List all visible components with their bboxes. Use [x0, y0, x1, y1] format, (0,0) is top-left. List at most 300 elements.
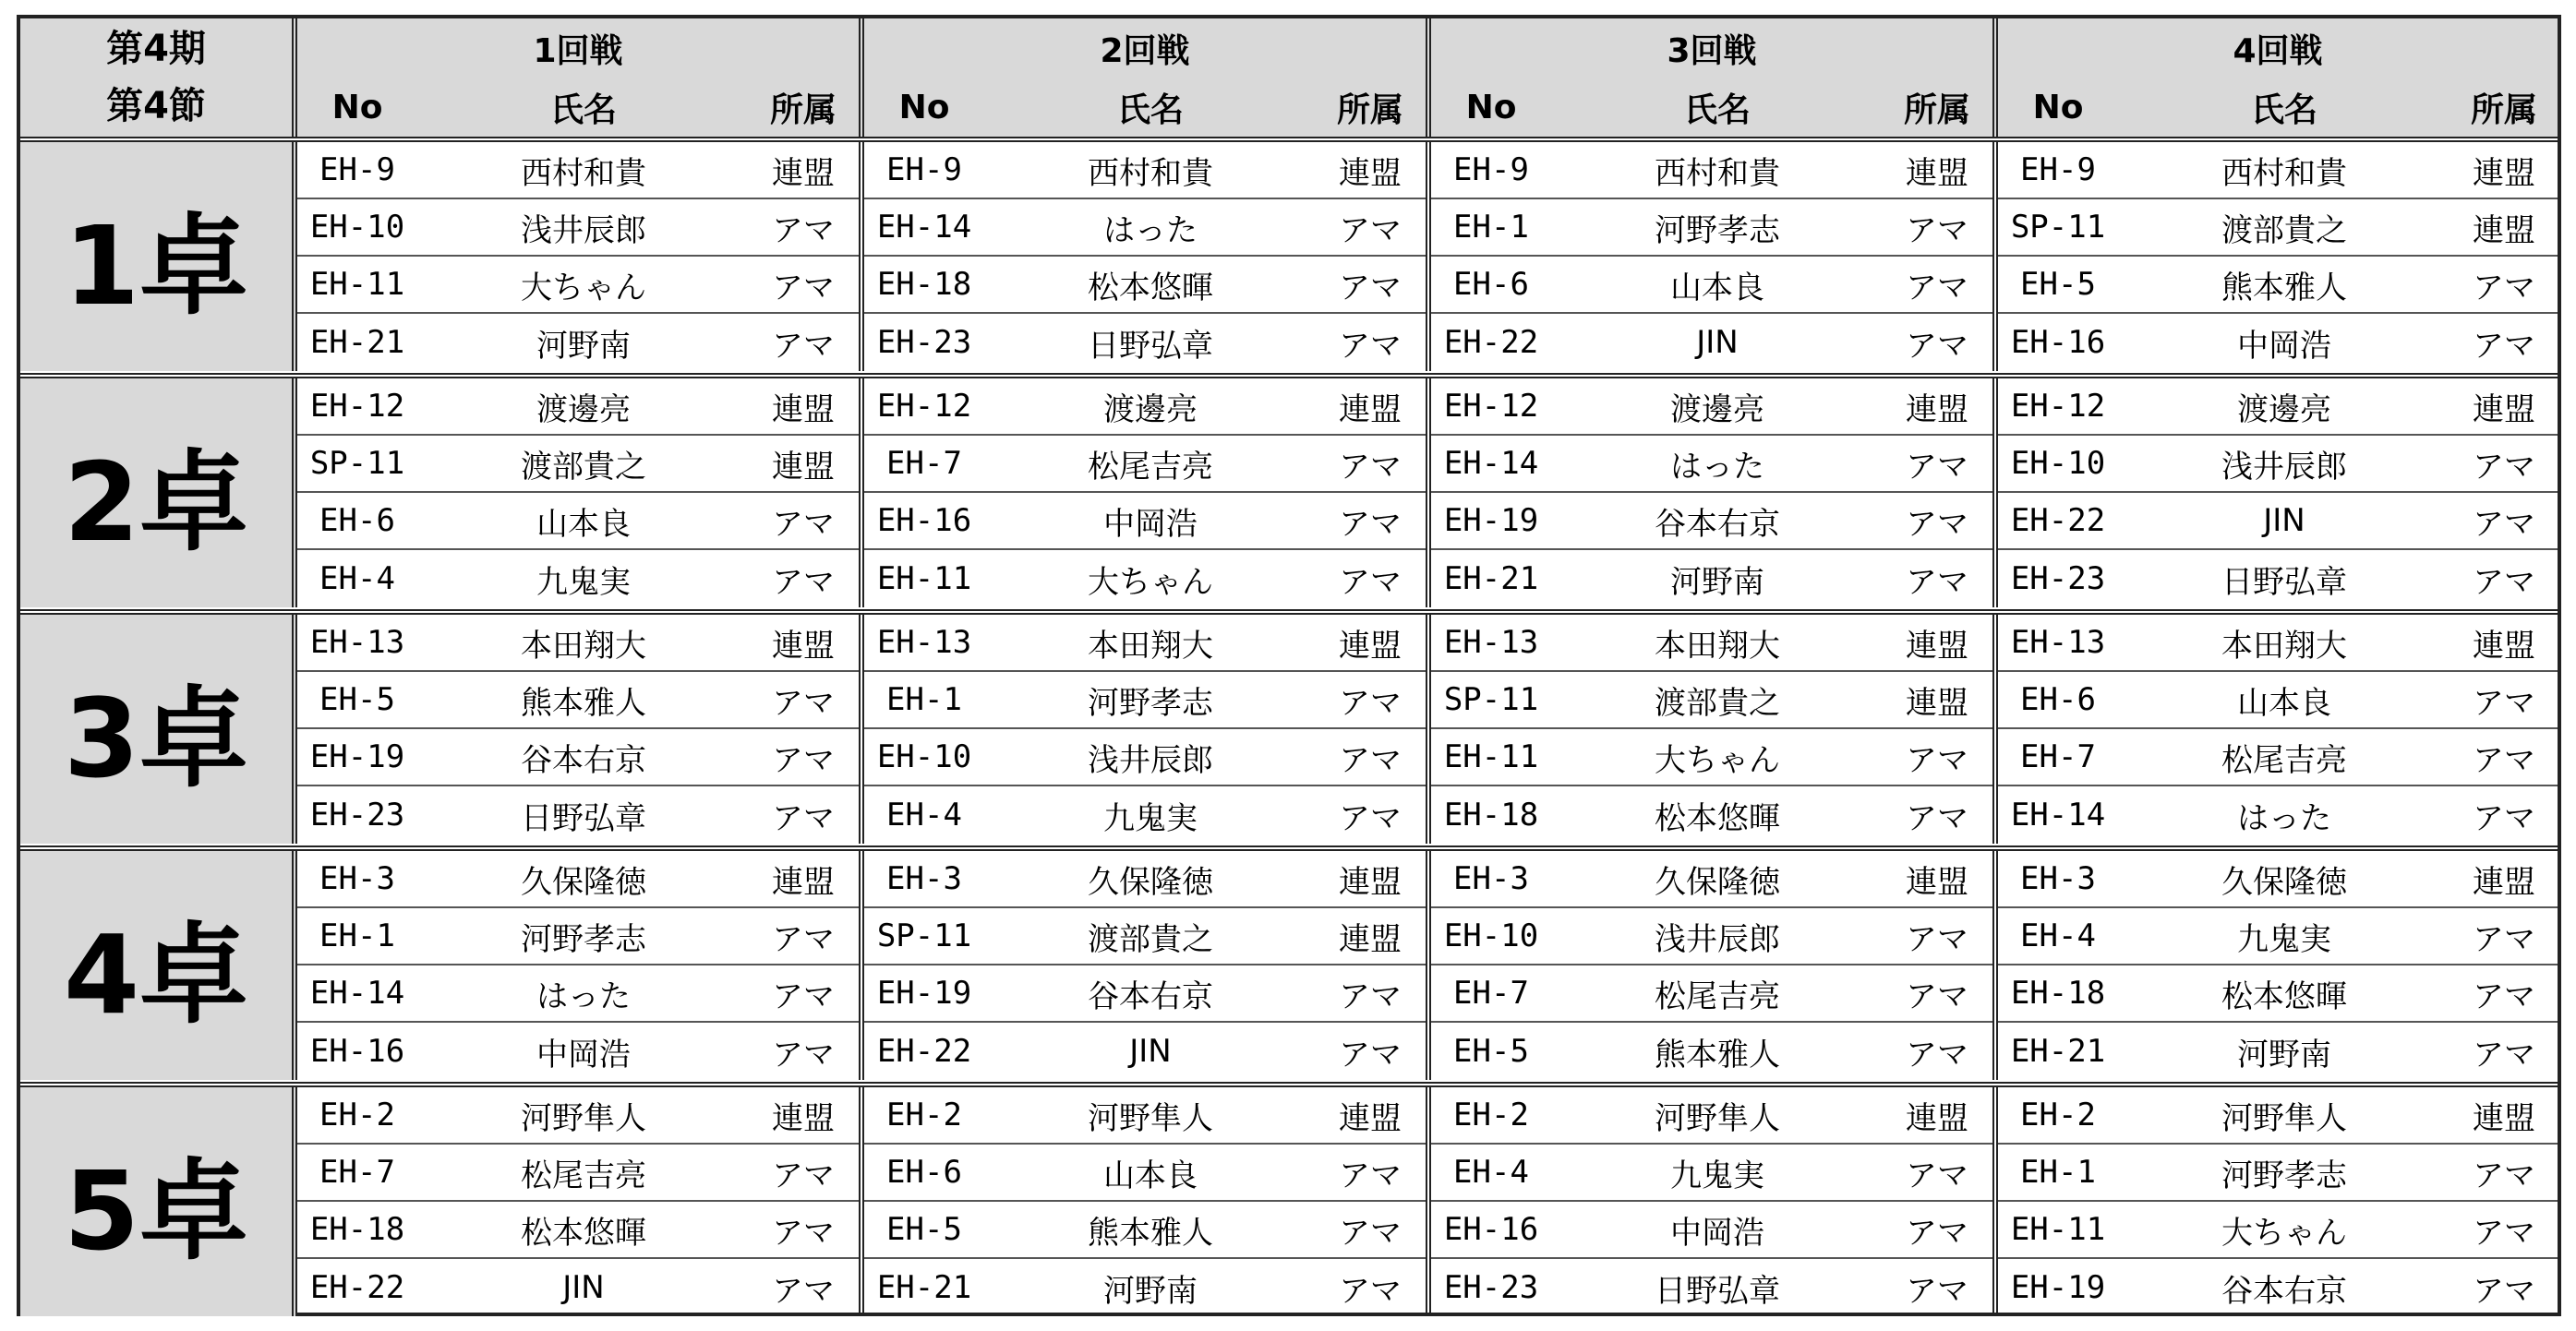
player-row [1431, 550, 1992, 607]
player-name: 河野孝志 [1655, 211, 1780, 249]
player-number: EH-14 [2010, 797, 2106, 833]
player-number: EH-7 [1453, 975, 1529, 1012]
player-number: EH-13 [876, 624, 972, 661]
player-row [1431, 786, 1992, 844]
player-name: はった [2237, 799, 2331, 837]
player-name: 日野弘章 [1655, 1272, 1780, 1310]
player-number: EH-9 [1453, 151, 1529, 188]
player-row [1431, 314, 1992, 371]
player-number: EH-7 [2020, 738, 2096, 775]
player-affiliation: 連盟 [1906, 863, 1968, 901]
player-name: 西村和貴 [521, 154, 646, 192]
player-row [864, 908, 1426, 965]
player-number: EH-21 [876, 1269, 972, 1306]
player-row [297, 1023, 859, 1080]
player-row [297, 851, 859, 908]
player-affiliation: 連盟 [2473, 863, 2535, 901]
player-number: EH-7 [319, 1154, 395, 1191]
column-affiliation-header: 所属 [1336, 90, 1403, 129]
player-row [1431, 142, 1992, 199]
player-affiliation: 連盟 [772, 390, 835, 428]
player-row [864, 493, 1426, 550]
player-name: 久保隆徳 [521, 863, 646, 901]
player-row [1431, 729, 1992, 786]
player-row [864, 378, 1426, 436]
player-number: EH-18 [309, 1211, 405, 1248]
player-number: EH-14 [309, 975, 405, 1012]
player-affiliation: アマ [772, 1272, 835, 1310]
player-row [1431, 851, 1992, 908]
player-affiliation: アマ [2473, 1272, 2535, 1310]
player-affiliation: アマ [772, 1214, 835, 1252]
player-affiliation: アマ [1339, 211, 1402, 249]
player-affiliation: アマ [772, 1157, 835, 1194]
column-no-header: No [2032, 88, 2084, 126]
player-affiliation: 連盟 [772, 448, 835, 486]
player-row [1998, 550, 2558, 607]
player-number: EH-5 [319, 681, 395, 718]
player-name: 中岡浩 [536, 1036, 631, 1073]
player-affiliation: アマ [2473, 799, 2535, 837]
player-name: 本田翔大 [2221, 627, 2347, 665]
player-number: EH-18 [2010, 975, 2106, 1012]
column-name-header: 氏名 [1116, 90, 1184, 129]
player-name: 松尾吉亮 [521, 1157, 646, 1194]
player-name: 中岡浩 [1670, 1214, 1764, 1252]
player-row [864, 1023, 1426, 1080]
player-number: EH-10 [1443, 917, 1539, 954]
player-row [297, 908, 859, 965]
player-number: EH-1 [886, 681, 962, 718]
player-number: EH-23 [309, 797, 405, 833]
player-name: 谷本右京 [1088, 977, 1213, 1015]
player-name: 河野隼人 [521, 1099, 646, 1137]
player-name: 九鬼実 [2237, 920, 2331, 958]
table-label: 1卓 [20, 142, 297, 371]
column-name-header: 氏名 [1683, 90, 1751, 129]
player-row [1431, 615, 1992, 672]
player-name: 河野孝志 [2221, 1157, 2347, 1194]
player-number: EH-4 [2020, 917, 2096, 954]
player-row [1431, 257, 1992, 314]
player-number: EH-21 [1443, 560, 1539, 597]
round-column-4 [1998, 378, 2558, 607]
table-block-4 [20, 845, 2558, 1080]
player-affiliation: アマ [2473, 505, 2535, 543]
player-name: 山本良 [1670, 269, 1764, 306]
player-name: 中岡浩 [2237, 327, 2331, 365]
player-name: 熊本雅人 [1655, 1036, 1780, 1073]
round-column-3 [1431, 615, 1998, 844]
player-affiliation: アマ [2473, 269, 2535, 306]
player-number: EH-2 [1453, 1097, 1529, 1133]
player-number: EH-19 [876, 975, 972, 1012]
player-affiliation: アマ [772, 505, 835, 543]
player-row [1431, 908, 1992, 965]
player-name: 渡邊亮 [536, 390, 631, 428]
period-label: 第4期 [106, 28, 206, 70]
player-name: 浅井辰郎 [1655, 920, 1780, 958]
player-name: 西村和貴 [2221, 154, 2347, 192]
player-row [864, 672, 1426, 729]
player-row [297, 493, 859, 550]
player-row [1431, 1145, 1992, 1202]
round-column-1 [297, 378, 864, 607]
player-affiliation: アマ [1339, 327, 1402, 365]
player-affiliation: 連盟 [2473, 1099, 2535, 1137]
player-affiliation: 連盟 [1339, 627, 1402, 665]
player-number: EH-12 [309, 388, 405, 425]
player-number: EH-16 [1443, 1211, 1539, 1248]
player-row [1431, 672, 1992, 729]
player-number: EH-12 [876, 388, 972, 425]
player-row [864, 615, 1426, 672]
player-number: EH-6 [319, 502, 395, 539]
player-affiliation: アマ [1906, 327, 1968, 365]
player-name: 松尾吉亮 [1655, 977, 1780, 1015]
player-affiliation: 連盟 [2473, 627, 2535, 665]
player-name: 熊本雅人 [2221, 269, 2347, 306]
column-affiliation-header: 所属 [769, 90, 837, 129]
player-row [297, 1145, 859, 1202]
player-row [864, 257, 1426, 314]
player-row [297, 436, 859, 493]
player-row [864, 1259, 1426, 1316]
player-name: 九鬼実 [1103, 799, 1198, 837]
player-number: EH-12 [2010, 388, 2106, 425]
player-row [1431, 1202, 1992, 1259]
player-affiliation: 連盟 [772, 154, 835, 192]
player-number: SP-11 [2010, 209, 2106, 246]
player-row [1998, 672, 2558, 729]
player-row [1998, 965, 2558, 1023]
player-name: 西村和貴 [1655, 154, 1780, 192]
player-affiliation: アマ [2473, 1214, 2535, 1252]
player-affiliation: 連盟 [772, 863, 835, 901]
player-row [1998, 1259, 2558, 1316]
player-name: 本田翔大 [1088, 627, 1213, 665]
column-affiliation-header: 所属 [1903, 90, 1970, 129]
player-number: EH-13 [1443, 624, 1539, 661]
player-name: 河野南 [536, 327, 631, 365]
player-number: EH-9 [2020, 151, 2096, 188]
round-column-3 [1431, 142, 1998, 371]
player-name: 谷本右京 [2221, 1272, 2347, 1310]
player-number: EH-12 [1443, 388, 1539, 425]
player-number: SP-11 [876, 917, 972, 954]
player-number: EH-14 [876, 209, 972, 246]
player-name: 山本良 [1103, 1157, 1198, 1194]
player-affiliation: アマ [772, 799, 835, 837]
player-number: EH-22 [876, 1033, 972, 1070]
player-name: 松本悠暉 [1655, 799, 1780, 837]
player-number: EH-4 [886, 797, 962, 833]
round-column-2 [864, 142, 1431, 371]
player-row [864, 729, 1426, 786]
player-number: EH-6 [2020, 681, 2096, 718]
player-affiliation: アマ [1339, 448, 1402, 486]
player-row [1998, 729, 2558, 786]
player-row [1998, 314, 2558, 371]
player-row [1998, 1023, 2558, 1080]
player-affiliation: 連盟 [1339, 863, 1402, 901]
player-row [864, 1087, 1426, 1145]
player-affiliation: アマ [1906, 799, 1968, 837]
player-number: EH-9 [319, 151, 395, 188]
player-name: 日野弘章 [1088, 327, 1213, 365]
round-column-1 [297, 615, 864, 844]
player-name: 渡邊亮 [1103, 390, 1198, 428]
player-row [864, 436, 1426, 493]
player-affiliation: アマ [2473, 563, 2535, 601]
player-number: EH-9 [886, 151, 962, 188]
player-name: 久保隆徳 [2221, 863, 2347, 901]
player-number: EH-23 [1443, 1269, 1539, 1306]
player-affiliation: アマ [1339, 684, 1402, 722]
player-name: 浅井辰郎 [1088, 741, 1213, 779]
player-number: EH-2 [886, 1097, 962, 1133]
player-number: EH-3 [886, 860, 962, 897]
player-name: 大ちゃん [2221, 1214, 2347, 1252]
player-name: 浅井辰郎 [521, 211, 646, 249]
player-number: EH-4 [319, 560, 395, 597]
player-affiliation: 連盟 [1906, 390, 1968, 428]
player-row [1998, 908, 2558, 965]
player-affiliation: アマ [1339, 269, 1402, 306]
player-affiliation: 連盟 [772, 627, 835, 665]
section-label: 第4節 [106, 85, 206, 127]
player-name: はった [536, 977, 631, 1015]
player-name: 浅井辰郎 [2221, 448, 2347, 486]
player-affiliation: アマ [772, 211, 835, 249]
player-name: 熊本雅人 [521, 684, 646, 722]
player-affiliation: 連盟 [2473, 211, 2535, 249]
player-affiliation: アマ [1906, 563, 1968, 601]
player-number: EH-13 [309, 624, 405, 661]
player-row [297, 615, 859, 672]
player-name: 大ちゃん [1655, 741, 1780, 779]
player-number: EH-21 [309, 324, 405, 361]
player-affiliation: アマ [772, 1036, 835, 1073]
player-name: 日野弘章 [521, 799, 646, 837]
player-number: EH-10 [2010, 445, 2106, 482]
player-row [1431, 1087, 1992, 1145]
column-no-header: No [331, 88, 383, 126]
player-affiliation: アマ [1906, 505, 1968, 543]
player-affiliation: 連盟 [1339, 154, 1402, 192]
player-number: EH-19 [2010, 1269, 2106, 1306]
round-column-4 [1998, 851, 2558, 1080]
player-row [1998, 1202, 2558, 1259]
player-name: 日野弘章 [2221, 563, 2347, 601]
player-row [1431, 378, 1992, 436]
player-name: 渡部貴之 [521, 448, 646, 486]
round-column-2 [864, 1087, 1431, 1316]
player-row [297, 965, 859, 1023]
player-row [1998, 615, 2558, 672]
player-row [864, 1145, 1426, 1202]
player-affiliation: アマ [772, 977, 835, 1015]
player-affiliation: アマ [2473, 977, 2535, 1015]
player-name: 河野南 [1670, 563, 1764, 601]
player-number: EH-22 [309, 1269, 405, 1306]
player-row [297, 1087, 859, 1145]
player-number: EH-5 [1453, 1033, 1529, 1070]
player-row [297, 729, 859, 786]
player-name: 渡部貴之 [1655, 684, 1780, 722]
table-block-3 [20, 609, 2558, 844]
column-name-header: 氏名 [549, 90, 617, 129]
player-affiliation: 連盟 [2473, 154, 2535, 192]
player-name: 山本良 [2237, 684, 2331, 722]
player-affiliation: アマ [1906, 977, 1968, 1015]
player-affiliation: アマ [2473, 1157, 2535, 1194]
player-row [864, 314, 1426, 371]
player-name: 渡邊亮 [2237, 390, 2331, 428]
round-column-4 [1998, 142, 2558, 371]
player-row [1431, 493, 1992, 550]
player-affiliation: アマ [1339, 1036, 1402, 1073]
column-affiliation-header: 所属 [2470, 90, 2537, 129]
player-number: EH-4 [1453, 1154, 1529, 1191]
player-affiliation: アマ [2473, 1036, 2535, 1073]
player-number: EH-2 [2020, 1097, 2096, 1133]
player-row [1431, 1023, 1992, 1080]
player-name: JIN [2263, 502, 2305, 539]
player-row [1998, 436, 2558, 493]
player-name: 松本悠暉 [2221, 977, 2347, 1015]
player-name: 谷本右京 [1655, 505, 1780, 543]
table-label: 4卓 [20, 851, 297, 1080]
player-row [297, 550, 859, 607]
round-column-1 [297, 1087, 864, 1316]
player-row [1431, 965, 1992, 1023]
round-column-2 [864, 378, 1431, 607]
player-affiliation: アマ [772, 684, 835, 722]
player-number: EH-11 [2010, 1211, 2106, 1248]
player-affiliation: アマ [772, 920, 835, 958]
round-column-3 [1431, 851, 1998, 1080]
player-affiliation: 連盟 [772, 1099, 835, 1137]
player-affiliation: アマ [2473, 741, 2535, 779]
round-column-1 [297, 142, 864, 371]
player-name: はった [1670, 448, 1764, 486]
round-header-4 [1998, 18, 2558, 137]
player-affiliation: アマ [1906, 448, 1968, 486]
player-affiliation: アマ [772, 269, 835, 306]
column-name-header: 氏名 [2250, 90, 2317, 129]
player-row [1998, 851, 2558, 908]
player-affiliation: アマ [2473, 684, 2535, 722]
player-row [1998, 142, 2558, 199]
round-column-2 [864, 851, 1431, 1080]
player-affiliation: アマ [1906, 920, 1968, 958]
player-number: EH-2 [319, 1097, 395, 1133]
player-row [1431, 1259, 1992, 1316]
player-number: EH-10 [876, 738, 972, 775]
player-number: EH-10 [309, 209, 405, 246]
player-affiliation: 連盟 [1339, 920, 1402, 958]
player-number: EH-6 [886, 1154, 962, 1191]
table-label: 2卓 [20, 378, 297, 607]
player-name: 渡部貴之 [2221, 211, 2347, 249]
player-affiliation: アマ [1906, 1157, 1968, 1194]
player-row [1998, 493, 2558, 550]
player-affiliation: アマ [772, 741, 835, 779]
player-number: EH-11 [1443, 738, 1539, 775]
player-row [1431, 436, 1992, 493]
player-number: EH-5 [886, 1211, 962, 1248]
player-name: JIN [1696, 324, 1739, 361]
player-number: EH-1 [2020, 1154, 2096, 1191]
player-name: 谷本右京 [521, 741, 646, 779]
player-name: 河野孝志 [521, 920, 646, 958]
player-number: EH-18 [1443, 797, 1539, 833]
player-name: 松本悠暉 [521, 1214, 646, 1252]
player-number: EH-23 [2010, 560, 2106, 597]
player-name: 西村和貴 [1088, 154, 1213, 192]
player-row [297, 142, 859, 199]
player-affiliation: アマ [1906, 269, 1968, 306]
player-number: EH-21 [2010, 1033, 2106, 1070]
player-number: EH-16 [876, 502, 972, 539]
player-number: EH-1 [1453, 209, 1529, 246]
player-number: EH-16 [309, 1033, 405, 1070]
player-name: 河野隼人 [1088, 1099, 1213, 1137]
player-number: EH-3 [1453, 860, 1529, 897]
round-column-4 [1998, 615, 2558, 844]
player-name: 九鬼実 [536, 563, 631, 601]
player-name: 河野南 [1103, 1272, 1198, 1310]
player-affiliation: 連盟 [2473, 390, 2535, 428]
player-name: 河野孝志 [1088, 684, 1213, 722]
player-affiliation: アマ [1339, 977, 1402, 1015]
player-row [864, 1202, 1426, 1259]
player-name: 久保隆徳 [1088, 863, 1213, 901]
player-number: EH-3 [2020, 860, 2096, 897]
round-column-2 [864, 615, 1431, 844]
player-row [864, 199, 1426, 257]
player-number: EH-22 [2010, 502, 2106, 539]
column-no-header: No [1465, 88, 1517, 126]
player-row [297, 314, 859, 371]
player-name: 九鬼実 [1670, 1157, 1764, 1194]
player-number: EH-1 [319, 917, 395, 954]
player-affiliation: 連盟 [1906, 154, 1968, 192]
player-name: 松尾吉亮 [1088, 448, 1213, 486]
player-affiliation: アマ [1339, 799, 1402, 837]
player-row [297, 786, 859, 844]
table-label: 5卓 [20, 1087, 297, 1316]
player-row [1431, 199, 1992, 257]
player-affiliation: アマ [1906, 1214, 1968, 1252]
player-row [864, 786, 1426, 844]
player-row [297, 672, 859, 729]
round-title: 1回戦 [533, 31, 623, 70]
round-header-1 [297, 18, 864, 137]
player-name: 松本悠暉 [1088, 269, 1213, 306]
table-block-2 [20, 373, 2558, 607]
player-affiliation: アマ [1906, 1036, 1968, 1073]
player-number: EH-16 [2010, 324, 2106, 361]
player-affiliation: アマ [1339, 1272, 1402, 1310]
player-row [297, 378, 859, 436]
table-block-5 [20, 1082, 2558, 1316]
round-title: 4回戦 [2233, 31, 2323, 70]
player-row [1998, 378, 2558, 436]
round-column-3 [1431, 378, 1998, 607]
player-row [297, 1202, 859, 1259]
